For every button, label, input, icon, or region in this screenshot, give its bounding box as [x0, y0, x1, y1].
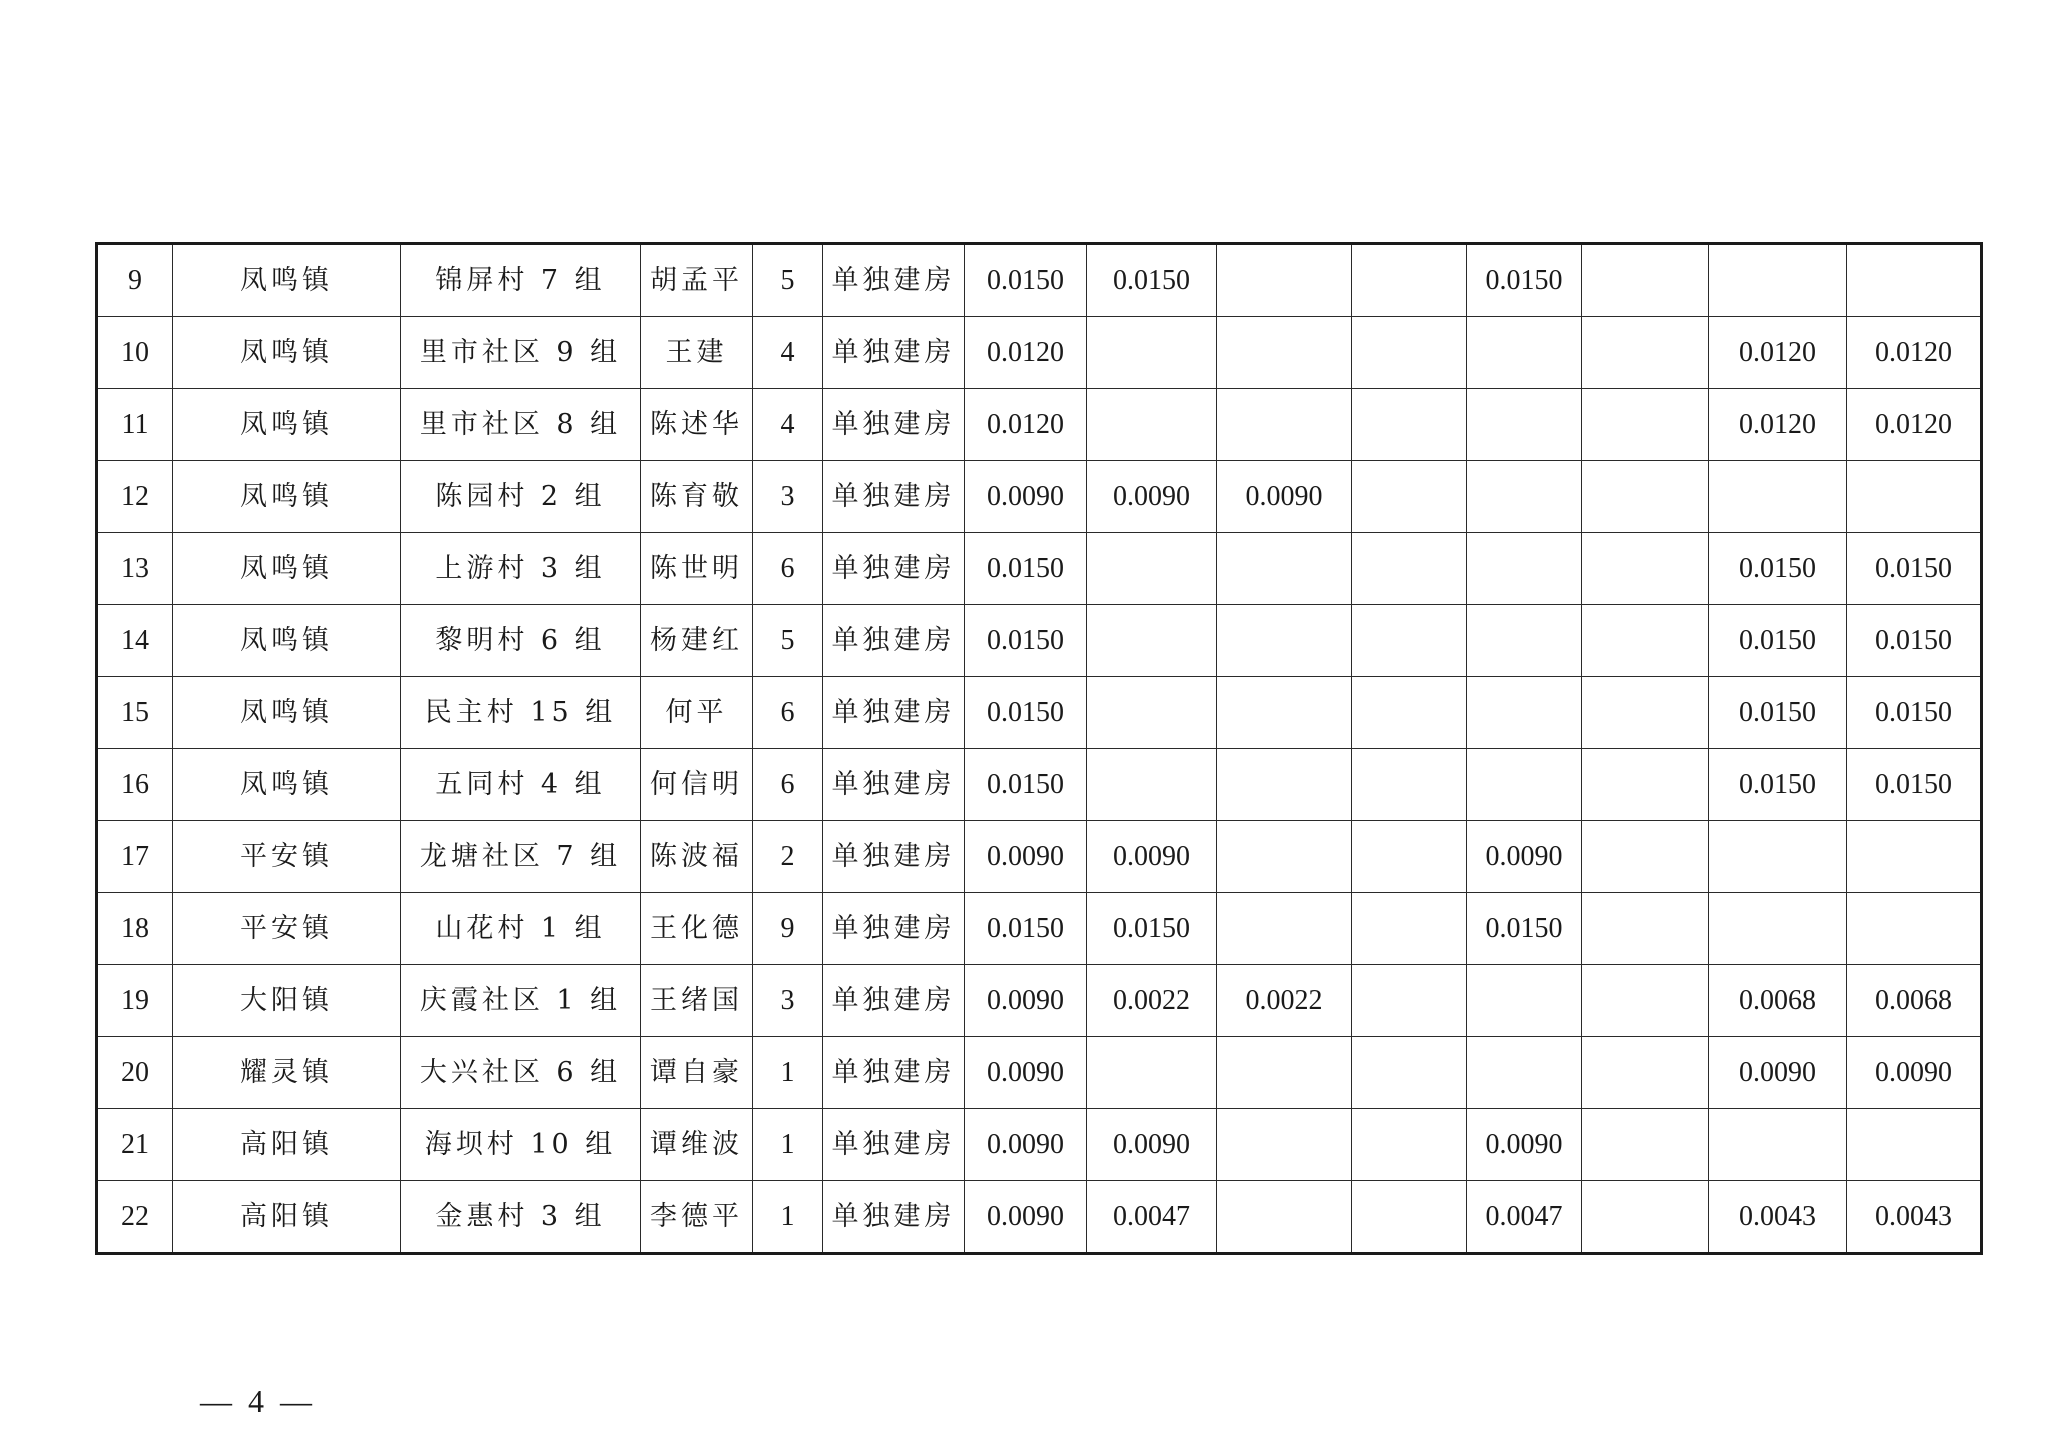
- cell-town: 凤鸣镇: [173, 749, 401, 821]
- cell-area-col-6: [1582, 317, 1709, 389]
- cell-household-count: 9: [753, 893, 823, 965]
- cell-applicant-name: 陈波福: [641, 821, 753, 893]
- cell-area-col-2: [1087, 677, 1217, 749]
- cell-applicant-name: 陈育敬: [641, 461, 753, 533]
- cell-area-col-4: [1352, 749, 1467, 821]
- table-row: [97, 965, 1982, 1037]
- cell-village-group: 庆霞社区 1 组: [401, 965, 641, 1037]
- cell-area-col-6: [1582, 749, 1709, 821]
- table-body: [97, 244, 1982, 1254]
- cell-area-col-2: [1087, 389, 1217, 461]
- cell-area-col-8: 0.0150: [1847, 749, 1982, 821]
- cell-area-col-8: 0.0150: [1847, 605, 1982, 677]
- cell-area-col-5: 0.0150: [1467, 893, 1582, 965]
- cell-area-col-5: 0.0047: [1467, 1181, 1582, 1254]
- cell-area-col-4: [1352, 1109, 1467, 1181]
- cell-build-type: 单独建房: [823, 605, 965, 677]
- cell-applicant-name: 胡孟平: [641, 244, 753, 317]
- cell-area-col-7: [1709, 244, 1847, 317]
- cell-area-col-4: [1352, 1037, 1467, 1109]
- cell-area-col-3: 0.0022: [1217, 965, 1352, 1037]
- cell-area-col-2: 0.0047: [1087, 1181, 1217, 1254]
- table-row: [97, 1181, 1982, 1254]
- cell-area-col-5: 0.0150: [1467, 244, 1582, 317]
- cell-village-group: 大兴社区 6 组: [401, 1037, 641, 1109]
- cell-village-group: 金惠村 3 组: [401, 1181, 641, 1254]
- cell-area-col-4: [1352, 677, 1467, 749]
- cell-area-col-4: [1352, 244, 1467, 317]
- cell-area-col-2: [1087, 1037, 1217, 1109]
- cell-area-col-6: [1582, 677, 1709, 749]
- cell-area-col-2: [1087, 317, 1217, 389]
- page-number: — 4 —: [200, 1383, 316, 1419]
- cell-applicant-name: 王化德: [641, 893, 753, 965]
- cell-area-col-6: [1582, 1037, 1709, 1109]
- land-use-table: [95, 242, 1983, 1255]
- cell-area-col-5: [1467, 461, 1582, 533]
- cell-area-col-1: 0.0090: [965, 1181, 1087, 1254]
- cell-village-group: 上游村 3 组: [401, 533, 641, 605]
- cell-area-col-7: 0.0150: [1709, 749, 1847, 821]
- cell-village-group: 五同村 4 组: [401, 749, 641, 821]
- cell-build-type: 单独建房: [823, 821, 965, 893]
- cell-serial-number: 10: [97, 317, 173, 389]
- cell-area-col-5: [1467, 677, 1582, 749]
- cell-area-col-1: 0.0150: [965, 244, 1087, 317]
- cell-area-col-8: [1847, 1109, 1982, 1181]
- table-row: [97, 461, 1982, 533]
- cell-applicant-name: 谭维波: [641, 1109, 753, 1181]
- cell-town: 平安镇: [173, 893, 401, 965]
- cell-area-col-7: [1709, 821, 1847, 893]
- cell-area-col-4: [1352, 1181, 1467, 1254]
- cell-area-col-4: [1352, 821, 1467, 893]
- cell-area-col-4: [1352, 893, 1467, 965]
- cell-area-col-6: [1582, 1109, 1709, 1181]
- cell-area-col-2: [1087, 533, 1217, 605]
- cell-serial-number: 19: [97, 965, 173, 1037]
- cell-area-col-8: [1847, 461, 1982, 533]
- cell-area-col-7: 0.0150: [1709, 677, 1847, 749]
- cell-area-col-7: 0.0120: [1709, 389, 1847, 461]
- cell-applicant-name: 王绪国: [641, 965, 753, 1037]
- cell-area-col-5: [1467, 533, 1582, 605]
- table-row: [97, 1109, 1982, 1181]
- cell-household-count: 1: [753, 1181, 823, 1254]
- cell-serial-number: 14: [97, 605, 173, 677]
- cell-area-col-4: [1352, 461, 1467, 533]
- cell-area-col-7: [1709, 461, 1847, 533]
- cell-area-col-7: 0.0150: [1709, 533, 1847, 605]
- cell-town: 凤鸣镇: [173, 677, 401, 749]
- cell-village-group: 锦屏村 7 组: [401, 244, 641, 317]
- cell-town: 平安镇: [173, 821, 401, 893]
- table-row: [97, 893, 1982, 965]
- cell-area-col-2: 0.0090: [1087, 1109, 1217, 1181]
- cell-area-col-1: 0.0150: [965, 677, 1087, 749]
- cell-area-col-5: [1467, 389, 1582, 461]
- cell-village-group: 民主村 15 组: [401, 677, 641, 749]
- cell-build-type: 单独建房: [823, 1037, 965, 1109]
- table-row: [97, 1037, 1982, 1109]
- cell-build-type: 单独建房: [823, 244, 965, 317]
- cell-build-type: 单独建房: [823, 677, 965, 749]
- cell-area-col-8: 0.0150: [1847, 677, 1982, 749]
- cell-applicant-name: 杨建红: [641, 605, 753, 677]
- table-row: [97, 605, 1982, 677]
- cell-area-col-5: [1467, 965, 1582, 1037]
- cell-build-type: 单独建房: [823, 533, 965, 605]
- cell-area-col-2: 0.0150: [1087, 893, 1217, 965]
- cell-build-type: 单独建房: [823, 893, 965, 965]
- cell-area-col-1: 0.0150: [965, 605, 1087, 677]
- table-row: [97, 677, 1982, 749]
- cell-serial-number: 18: [97, 893, 173, 965]
- cell-area-col-1: 0.0120: [965, 389, 1087, 461]
- cell-area-col-1: 0.0090: [965, 461, 1087, 533]
- cell-area-col-4: [1352, 965, 1467, 1037]
- cell-serial-number: 11: [97, 389, 173, 461]
- cell-household-count: 2: [753, 821, 823, 893]
- cell-village-group: 山花村 1 组: [401, 893, 641, 965]
- cell-area-col-3: [1217, 533, 1352, 605]
- cell-area-col-6: [1582, 461, 1709, 533]
- table-row: [97, 317, 1982, 389]
- cell-area-col-3: [1217, 389, 1352, 461]
- cell-area-col-2: 0.0150: [1087, 244, 1217, 317]
- cell-area-col-3: [1217, 317, 1352, 389]
- cell-area-col-5: [1467, 1037, 1582, 1109]
- cell-area-col-2: 0.0090: [1087, 821, 1217, 893]
- cell-area-col-1: 0.0090: [965, 821, 1087, 893]
- cell-area-col-7: [1709, 893, 1847, 965]
- cell-applicant-name: 王建: [641, 317, 753, 389]
- cell-area-col-7: 0.0068: [1709, 965, 1847, 1037]
- cell-area-col-1: 0.0150: [965, 749, 1087, 821]
- table-row: [97, 533, 1982, 605]
- cell-build-type: 单独建房: [823, 317, 965, 389]
- table-row: [97, 389, 1982, 461]
- cell-town: 凤鸣镇: [173, 317, 401, 389]
- table-row: [97, 244, 1982, 317]
- cell-area-col-1: 0.0150: [965, 533, 1087, 605]
- cell-area-col-6: [1582, 821, 1709, 893]
- cell-area-col-6: [1582, 1181, 1709, 1254]
- cell-household-count: 6: [753, 749, 823, 821]
- cell-household-count: 3: [753, 965, 823, 1037]
- cell-area-col-7: [1709, 1109, 1847, 1181]
- cell-household-count: 4: [753, 389, 823, 461]
- cell-household-count: 1: [753, 1109, 823, 1181]
- cell-village-group: 里市社区 9 组: [401, 317, 641, 389]
- cell-area-col-3: 0.0090: [1217, 461, 1352, 533]
- cell-village-group: 黎明村 6 组: [401, 605, 641, 677]
- cell-area-col-7: 0.0090: [1709, 1037, 1847, 1109]
- cell-build-type: 单独建房: [823, 749, 965, 821]
- cell-area-col-8: 0.0043: [1847, 1181, 1982, 1254]
- cell-area-col-4: [1352, 389, 1467, 461]
- cell-area-col-6: [1582, 893, 1709, 965]
- cell-applicant-name: 谭自豪: [641, 1037, 753, 1109]
- cell-household-count: 3: [753, 461, 823, 533]
- cell-area-col-8: 0.0120: [1847, 317, 1982, 389]
- cell-household-count: 1: [753, 1037, 823, 1109]
- cell-area-col-6: [1582, 244, 1709, 317]
- cell-serial-number: 20: [97, 1037, 173, 1109]
- cell-household-count: 6: [753, 677, 823, 749]
- cell-area-col-5: [1467, 317, 1582, 389]
- cell-area-col-2: 0.0022: [1087, 965, 1217, 1037]
- cell-area-col-7: 0.0043: [1709, 1181, 1847, 1254]
- cell-area-col-8: [1847, 821, 1982, 893]
- cell-village-group: 龙塘社区 7 组: [401, 821, 641, 893]
- cell-area-col-5: [1467, 749, 1582, 821]
- cell-area-col-1: 0.0090: [965, 1109, 1087, 1181]
- cell-area-col-5: 0.0090: [1467, 1109, 1582, 1181]
- cell-serial-number: 22: [97, 1181, 173, 1254]
- cell-area-col-8: 0.0120: [1847, 389, 1982, 461]
- cell-serial-number: 9: [97, 244, 173, 317]
- cell-area-col-3: [1217, 1037, 1352, 1109]
- cell-area-col-6: [1582, 605, 1709, 677]
- cell-area-col-3: [1217, 893, 1352, 965]
- cell-build-type: 单独建房: [823, 389, 965, 461]
- cell-area-col-3: [1217, 677, 1352, 749]
- cell-area-col-7: 0.0120: [1709, 317, 1847, 389]
- cell-area-col-3: [1217, 1109, 1352, 1181]
- cell-serial-number: 17: [97, 821, 173, 893]
- cell-applicant-name: 陈世明: [641, 533, 753, 605]
- cell-build-type: 单独建房: [823, 1181, 965, 1254]
- cell-area-col-3: [1217, 605, 1352, 677]
- cell-village-group: 海坝村 10 组: [401, 1109, 641, 1181]
- cell-area-col-1: 0.0090: [965, 965, 1087, 1037]
- cell-area-col-3: [1217, 1181, 1352, 1254]
- cell-area-col-6: [1582, 389, 1709, 461]
- cell-village-group: 陈园村 2 组: [401, 461, 641, 533]
- cell-area-col-2: [1087, 749, 1217, 821]
- cell-town: 凤鸣镇: [173, 244, 401, 317]
- cell-build-type: 单独建房: [823, 461, 965, 533]
- cell-area-col-4: [1352, 317, 1467, 389]
- cell-serial-number: 15: [97, 677, 173, 749]
- cell-area-col-6: [1582, 533, 1709, 605]
- cell-town: 凤鸣镇: [173, 605, 401, 677]
- cell-build-type: 单独建房: [823, 1109, 965, 1181]
- cell-household-count: 6: [753, 533, 823, 605]
- cell-area-col-5: 0.0090: [1467, 821, 1582, 893]
- cell-area-col-8: 0.0090: [1847, 1037, 1982, 1109]
- cell-town: 高阳镇: [173, 1181, 401, 1254]
- cell-area-col-8: [1847, 893, 1982, 965]
- cell-town: 凤鸣镇: [173, 533, 401, 605]
- cell-household-count: 5: [753, 244, 823, 317]
- cell-area-col-6: [1582, 965, 1709, 1037]
- cell-town: 凤鸣镇: [173, 461, 401, 533]
- cell-household-count: 5: [753, 605, 823, 677]
- cell-build-type: 单独建房: [823, 965, 965, 1037]
- cell-area-col-4: [1352, 533, 1467, 605]
- cell-applicant-name: 何平: [641, 677, 753, 749]
- cell-area-col-3: [1217, 244, 1352, 317]
- cell-serial-number: 13: [97, 533, 173, 605]
- cell-area-col-1: 0.0150: [965, 893, 1087, 965]
- cell-town: 高阳镇: [173, 1109, 401, 1181]
- cell-area-col-3: [1217, 749, 1352, 821]
- cell-town: 凤鸣镇: [173, 389, 401, 461]
- cell-applicant-name: 何信明: [641, 749, 753, 821]
- cell-area-col-2: 0.0090: [1087, 461, 1217, 533]
- cell-area-col-7: 0.0150: [1709, 605, 1847, 677]
- cell-town: 耀灵镇: [173, 1037, 401, 1109]
- cell-serial-number: 16: [97, 749, 173, 821]
- cell-town: 大阳镇: [173, 965, 401, 1037]
- table-row: [97, 749, 1982, 821]
- cell-area-col-5: [1467, 605, 1582, 677]
- cell-serial-number: 12: [97, 461, 173, 533]
- cell-serial-number: 21: [97, 1109, 173, 1181]
- cell-area-col-2: [1087, 605, 1217, 677]
- cell-area-col-8: 0.0150: [1847, 533, 1982, 605]
- cell-area-col-1: 0.0120: [965, 317, 1087, 389]
- cell-applicant-name: 李德平: [641, 1181, 753, 1254]
- cell-applicant-name: 陈述华: [641, 389, 753, 461]
- table-row: [97, 821, 1982, 893]
- cell-household-count: 4: [753, 317, 823, 389]
- cell-area-col-1: 0.0090: [965, 1037, 1087, 1109]
- cell-area-col-8: [1847, 244, 1982, 317]
- cell-area-col-3: [1217, 821, 1352, 893]
- cell-area-col-4: [1352, 605, 1467, 677]
- cell-village-group: 里市社区 8 组: [401, 389, 641, 461]
- cell-area-col-8: 0.0068: [1847, 965, 1982, 1037]
